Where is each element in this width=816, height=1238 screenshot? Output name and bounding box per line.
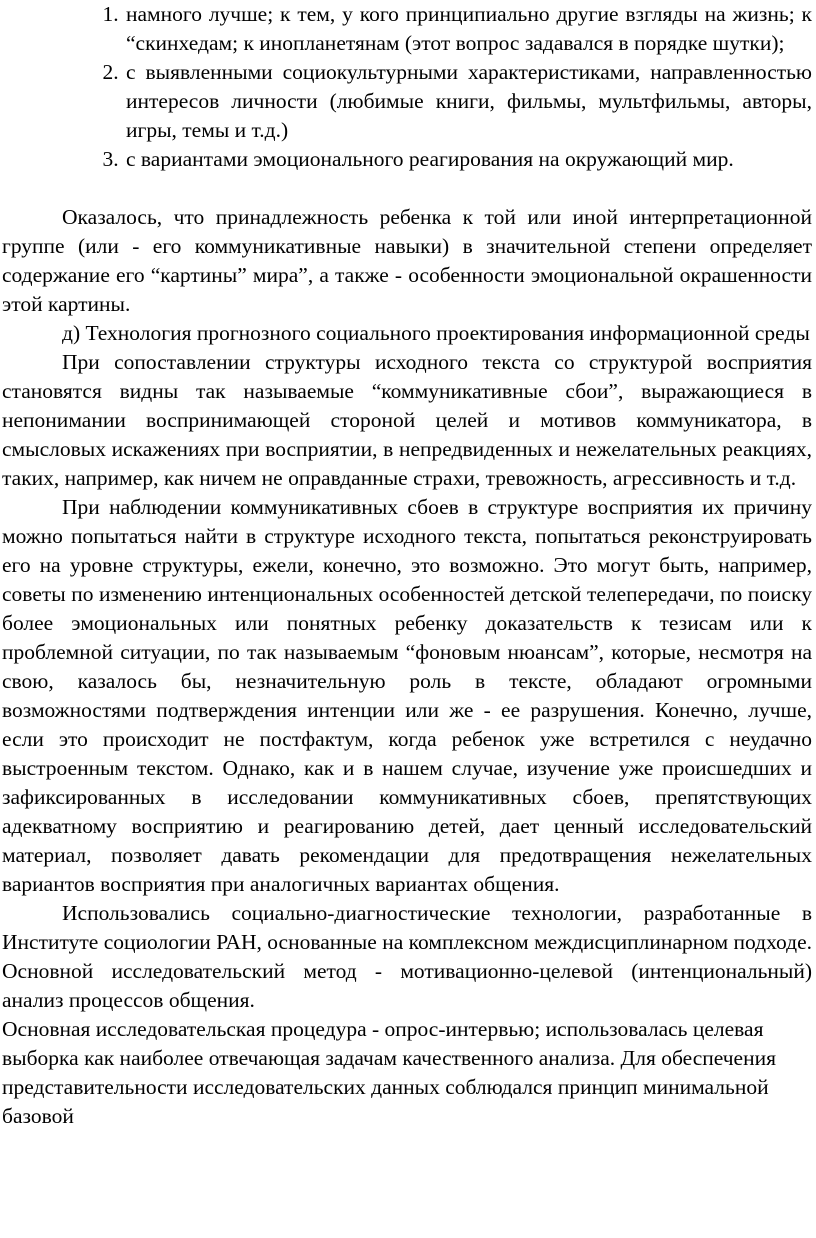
- blank-line: [2, 174, 812, 203]
- paragraph-observation: При наблюдении коммуникативных сбоев в структуре восприятия их причину можно попытаться найти в структуре исходного текста, попытаться реконструировать его на уровне структуры, ежели, конечно, это возможно. Это могут быть, например, советы по изменению интенциональных особенностей детской телепередачи, по поиску более эмоциональных или понятных ребенку доказательств к тезисам или к проблемной ситуации, по так называемым “фоновым нюансам”, которые, несмотря на свою, казалось бы, незначительную роль в тексте, обладают огромными возможностями подтверждения интенции или же - ее разрушения. Конечно, лучше, если это происходит не постфактум, когда ребенок уже встретился с неудачно выстроенным текстом. Однако, как и в нашем случае, изучение уже происшедших и зафиксированных в исследовании коммуникативных сбоев, препятствующих адекватному восприятию и реагированию детей, дает ценный исследовательский материал, позволяет давать рекомендации для предотвращения нежелательных вариантов восприятия при аналогичных вариантах общения.: [2, 495, 812, 896]
- list-item: 3. с вариантами эмоционального реагирования на окружающий мир.: [124, 145, 812, 174]
- list-item: 2. с выявленными социокультурными характеристиками, направленностью интересов личности (любимые книги, фильмы, мультфильмы, авторы, игры, темы и т.д.): [124, 58, 812, 145]
- section-heading: д) Технология прогнозного социального проектирования информационной среды: [62, 321, 810, 345]
- numbered-list: [2, 0, 812, 174]
- paragraph-comparison: При сопоставлении структуры исходного текста со структурой восприятия становятся видны так называемые “коммуникативные сбои”, выражающиеся в непонимании воспринимающей стороной целей и мотивов коммуникатора, в смысловых искажениях при восприятии, в непредвиденных и нежелательных реакциях, таких, например, как ничем не оправданные страхи, тревожность, агрессивность и т.д.: [2, 350, 812, 490]
- list-item: 1. намного лучше; к тем, у кого принципиально другие взгляды на жизнь; к “скинхедам; к инопланетянам (этот вопрос задавался в порядке шутки);: [124, 0, 812, 58]
- paragraph-finding: Оказалось, что принадлежность ребенка к той или иной интерпретационной группе (или - его коммуникативные навыки) в значительной степени определяет содержание его “картины” мира”, а также - особенности эмоциональной окрашенности этой картины.: [2, 205, 812, 316]
- paragraph-methods: Использовались социально-диагностические технологии, разработанные в Институте социологии РАН, основанные на комплексном междисциплинарном подходе. Основной исследовательский метод - мотивационно-целевой (интенциональный) анализ процессов общения.: [2, 901, 812, 1012]
- paragraph-procedure: Основная исследовательская процедура - опрос-интервью; использовалась целевая выборка как наиболее отвечающая задачам качественного анализа. Для обеспечения представительности исследовательских данных соблюдался принцип минимальной базовой: [2, 1017, 776, 1128]
